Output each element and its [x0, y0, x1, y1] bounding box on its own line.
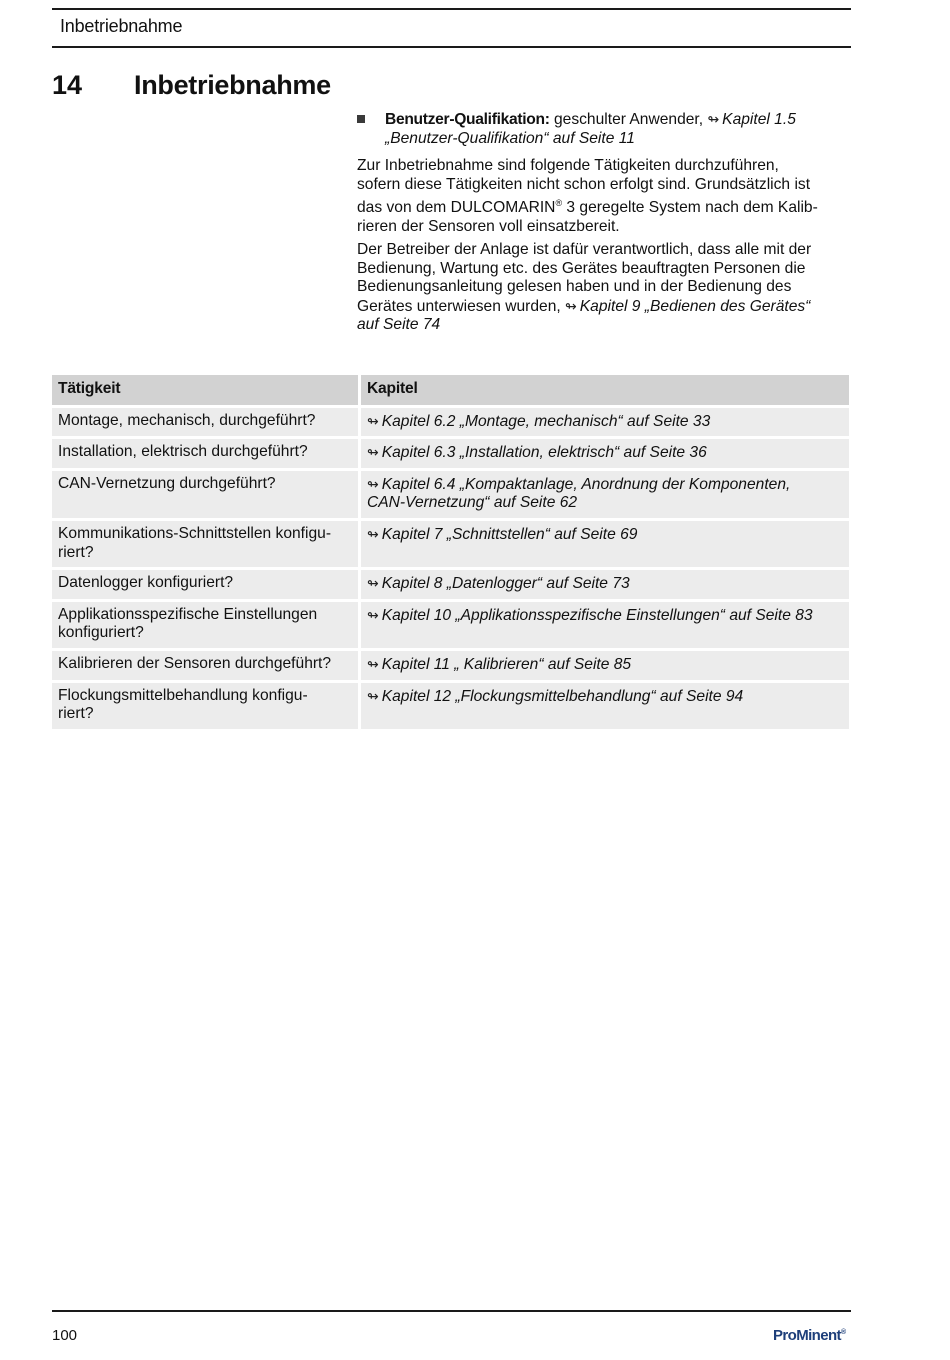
activity-cell: Installation, elektrisch durchgeführt?	[52, 439, 358, 468]
chapter-link[interactable]: ↬ Kapitel 6.4 „Kompaktanlage, Anordnung der Komponenten, CAN-Vernetzung“ auf Seite 62	[361, 471, 849, 518]
chapter-title: Inbetriebnahme	[134, 70, 331, 100]
header-rule	[52, 46, 851, 48]
table-row	[52, 651, 849, 680]
chapter-link[interactable]: ↬ Kapitel 11 „ Kalibrieren“ auf Seite 85	[361, 651, 849, 680]
header-activity: Tätigkeit	[52, 375, 358, 405]
operator-paragraph: Der Betreiber der Anlage ist dafür verantwortlich, dass alle mit der Bedienung, Wartung etc. des Gerätes beauftragten Personen die Bedienungsanleitung gelesen haben und in der Bedienung des Gerätes unterwiesen wurden, ↬ Kapitel 9 „Bedienen des Gerätes“ auf Seite 74	[357, 241, 852, 335]
activity-cell: Flockungsmittelbehandlung konfigu- riert?	[52, 683, 358, 729]
chapter-link[interactable]: ↬ Kapitel 6.3 „Installation, elektrisch“ auf Seite 36	[361, 439, 849, 468]
activity-cell: Kalibrieren der Sensoren durchgeführt?	[52, 651, 358, 680]
activity-cell: Applikationsspezifische Einstellungen konfiguriert?	[52, 602, 358, 648]
chapter-link[interactable]: ↬ Kapitel 6.2 „Montage, mechanisch“ auf Seite 33	[361, 408, 849, 437]
qualification-bullet	[357, 110, 852, 148]
qualification-text: geschulter Anwender,	[553, 111, 704, 128]
page-number: 100	[52, 1327, 78, 1344]
brand-logo: ProMinent®	[773, 1327, 846, 1344]
link-arrow-icon: ↬	[367, 575, 379, 592]
activity-cell: Kommunikations-Schnittstellen konfigu- riert?	[52, 521, 358, 567]
footer-rule	[52, 1310, 851, 1312]
operation-chapter-xref[interactable]: ↬ Kapitel 9 „Bedienen des Gerätes“	[565, 297, 811, 315]
link-arrow-icon: ↬	[367, 525, 379, 542]
chapter-link[interactable]: ↬ Kapitel 10 „Applikationsspezifische Einstellungen“ auf Seite 83	[361, 602, 849, 648]
table-row	[52, 408, 849, 437]
activity-cell: CAN-Vernetzung durchgeführt?	[52, 471, 358, 518]
table-row	[52, 521, 849, 567]
header-chapter: Kapitel	[361, 375, 849, 405]
link-arrow-icon: ↬	[367, 606, 379, 623]
top-rule	[52, 8, 851, 10]
table-row	[52, 570, 849, 599]
square-bullet-icon	[357, 115, 365, 123]
link-arrow-icon: ↬	[367, 444, 379, 461]
table-row	[52, 683, 849, 729]
chapter-link[interactable]: ↬ Kapitel 12 „Flockungsmittelbehandlung“ auf Seite 94	[361, 683, 849, 729]
link-arrow-icon: ↬	[707, 111, 720, 127]
link-arrow-icon: ↬	[565, 297, 577, 314]
table-row	[52, 602, 849, 648]
activity-cell: Montage, mechanisch, durchgeführt?	[52, 408, 358, 437]
chapter-number: 14	[52, 70, 83, 100]
operation-chapter-xref-page[interactable]: auf Seite 74	[357, 316, 441, 334]
table-header-row	[52, 375, 849, 405]
intro-paragraph: Zur Inbetriebnahme sind folgende Tätigkeiten durchzuführen, sofern diese Tätigkeiten nicht schon erfolgt sind. Grundsätzlich ist das von dem DULCOMARIN® 3 geregelte System nach dem Kalib- rieren der Sensoren voll einsatzbereit.	[357, 157, 818, 235]
table-row	[52, 439, 849, 468]
qualification-xref[interactable]: ↬ Kapitel 1.5 „Benutzer-Qualifikation“ auf Seite 11	[385, 111, 796, 147]
link-arrow-icon: ↬	[367, 475, 379, 492]
link-arrow-icon: ↬	[367, 687, 379, 704]
activity-cell: Datenlogger konfiguriert?	[52, 570, 358, 599]
qualification-label: Benutzer-Qualifikation:	[385, 111, 550, 128]
link-arrow-icon: ↬	[367, 655, 379, 672]
table-row	[52, 471, 849, 518]
registered-mark: ®	[555, 198, 563, 209]
commissioning-table	[52, 375, 849, 732]
chapter-link[interactable]: ↬ Kapitel 8 „Datenlogger“ auf Seite 73	[361, 570, 849, 599]
running-header: Inbetriebnahme	[60, 16, 183, 36]
chapter-link[interactable]: ↬ Kapitel 7 „Schnittstellen“ auf Seite 69	[361, 521, 849, 567]
link-arrow-icon: ↬	[367, 412, 379, 429]
